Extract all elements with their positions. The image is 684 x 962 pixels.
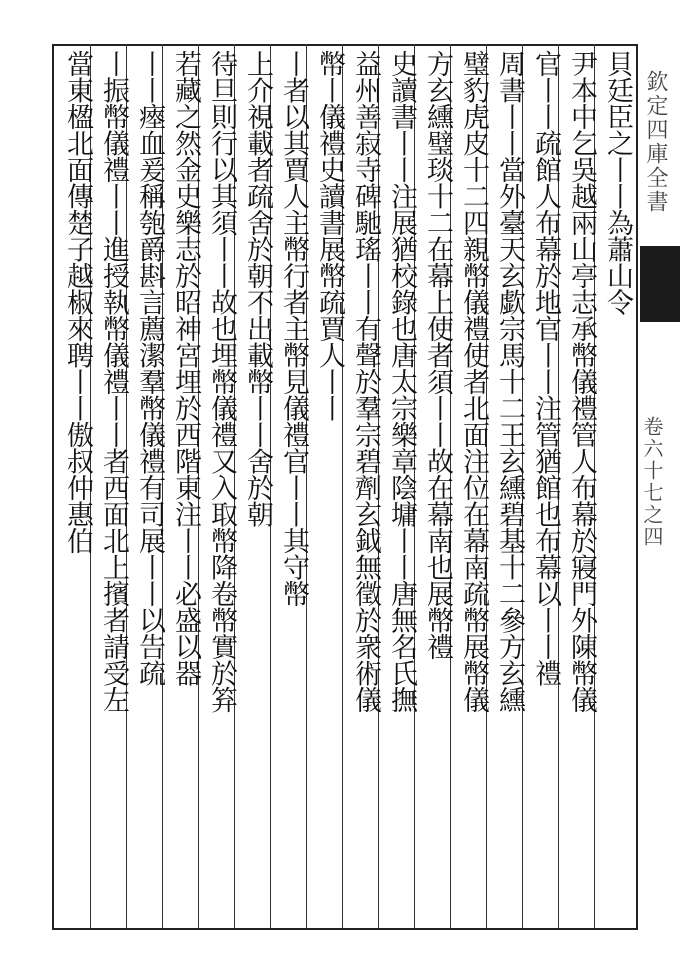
text-column xyxy=(57,50,97,554)
text-column xyxy=(561,50,601,713)
book-title-header: 欽定四庫全書 xyxy=(643,70,668,214)
text-column xyxy=(489,50,529,713)
column-text: 璧豹虎皮十二四親幣儀禮使者北面注位在幕南疏幣展幣儀 xyxy=(458,50,489,713)
column-text: 官丨丨疏館人布幕於地官丨丨注管猶館也布幕以丨丨禮 xyxy=(530,50,561,686)
text-column xyxy=(525,50,565,686)
column-text: 史讀書丨丨注展猶校錄也唐太宗樂章陰墉丨丨唐無名氏撫 xyxy=(386,50,417,713)
column-text: 待旦則行以其須丨丨故也埋幣儀禮又入取幣降卷幣實於笲 xyxy=(206,50,237,713)
fishtail-mark xyxy=(640,246,680,322)
text-column xyxy=(417,50,457,660)
column-text: 丨振幣儀禮丨丨進授執幣儀禮丨丨者西面北上擯者請受左 xyxy=(98,50,129,713)
text-column xyxy=(237,50,277,527)
text-column xyxy=(129,50,169,686)
column-text: 當東楹北面傳楚子越椒來聘丨丨傲叔仲惠伯 xyxy=(62,50,93,554)
column-text: 周書丨丨當外臺天玄歔宗馬十二王玄纁碧基十二參方玄纁 xyxy=(494,50,525,713)
text-column xyxy=(93,50,133,713)
text-column xyxy=(165,50,205,686)
text-column xyxy=(309,50,349,421)
column-text: 益州善寂寺碑馳瑤丨丨有聲於羣宗碧劑玄鉞無徵於衆術儀 xyxy=(350,50,381,713)
text-column xyxy=(453,50,493,713)
column-text: 方玄纁璧琰十二在幕上使者須丨丨故在幕南也展幣禮 xyxy=(422,50,453,660)
chapter-margin-label: 卷六十七之四 xyxy=(640,416,664,548)
column-text: 尹本中乞吳越兩山亭志承幣儀禮管人布幕於寢門外陳幣儀 xyxy=(566,50,597,713)
column-text: 上介視載者疏舍於朝不出載幣丨丨舍於朝 xyxy=(242,50,273,527)
column-text: 幣丨儀禮史讀書展幣疏賈人丨丨 xyxy=(314,50,345,421)
text-column xyxy=(201,50,241,713)
column-text: 貝廷臣之丨丨為蕭山令 xyxy=(602,50,633,315)
text-column xyxy=(597,50,637,315)
column-text: 丨者以其賈人主幣行者主幣見儀禮官丨丨其守幣 xyxy=(278,50,309,607)
text-column xyxy=(381,50,421,713)
text-column xyxy=(345,50,385,713)
column-text: 若藏之然金史樂志於昭神宮埋於西階東注丨丨必盛以器 xyxy=(170,50,201,686)
text-column xyxy=(273,50,313,607)
column-text: 丨丨瘞血爰稱匏爵斟言薦潔羣幣儀禮有司展丨丨以告疏 xyxy=(134,50,165,686)
